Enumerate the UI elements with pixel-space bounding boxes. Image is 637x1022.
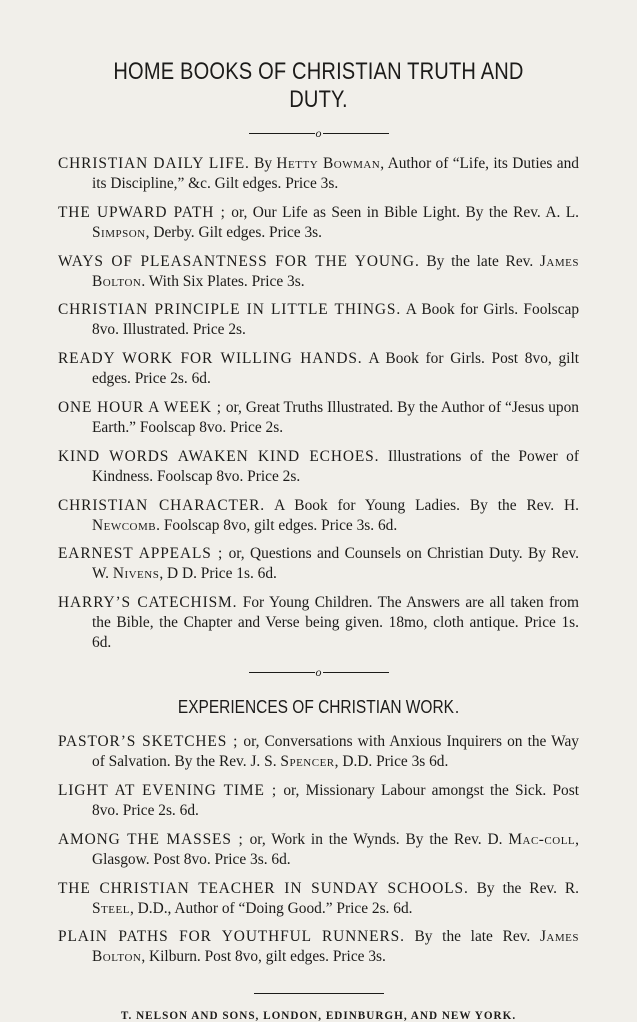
- book-description: For Young Children. The Answers are all taken from the Bible, the Chapter and Verse being given. 18mo, cloth antique. Price 1s. 6d.: [92, 594, 579, 652]
- book-entry: [58, 154, 579, 194]
- book-description: A Book for Girls. Foolscap 8vo. Illustrated. Price 2s.: [92, 301, 580, 339]
- book-title: AMONG THE MASSES ;: [58, 830, 244, 848]
- book-description: By: [254, 155, 273, 172]
- book-author: Hetty Bowman: [276, 155, 381, 172]
- divider-line-right: [323, 672, 389, 673]
- book-entry: [58, 593, 579, 653]
- book-details: , D.D. Price 3s 6d.: [334, 753, 449, 771]
- book-description: or, Our Life as Seen in Bible Light. By the Rev. A. L.: [231, 203, 579, 221]
- book-entry: [58, 447, 579, 487]
- book-description: or, Conversations with Anxious Inquirers on the Way of Salvation. By the Rev. J. S.: [92, 733, 579, 771]
- book-entry: [58, 252, 579, 292]
- book-description: or, Missionary Labour amongst the Sick. Post 8vo. Price 2s. 6d.: [92, 781, 579, 819]
- book-details: , Kilburn. Post 8vo, gilt edges. Price 3s.: [141, 948, 386, 966]
- book-details: , Glasgow. Post 8vo. Price 3s. 6d.: [92, 830, 580, 868]
- book-description: Illustrations of the Power of Kindness. Foolscap 8vo. Price 2s.: [92, 447, 579, 485]
- book-entry: [58, 927, 579, 967]
- book-title: CHRISTIAN DAILY LIFE.: [58, 155, 250, 172]
- divider-line-left: [249, 672, 315, 673]
- book-entry: [58, 732, 579, 772]
- book-title: KIND WORDS AWAKEN KIND ECHOES.: [58, 447, 380, 465]
- book-details: , Derby. Gilt edges. Price 3s.: [145, 223, 323, 241]
- book-author: Simpson: [92, 223, 146, 241]
- divider-line-left: [249, 133, 315, 134]
- book-title: LIGHT AT EVENING TIME ;: [58, 781, 278, 799]
- book-author: Steel: [92, 899, 130, 917]
- book-entry: [58, 349, 579, 389]
- book-entry: [58, 496, 579, 536]
- book-entry: [58, 203, 579, 243]
- divider-line-right: [323, 133, 389, 134]
- book-title: THE CHRISTIAN TEACHER IN SUNDAY SCHOOLS.: [58, 879, 469, 897]
- book-entry: [58, 398, 579, 438]
- page-title: HOME BOOKS OF CHRISTIAN TRUTH AND DUTY.: [113, 58, 524, 113]
- book-details: , D.D., Author of “Doing Good.” Price 2s. 6d.: [129, 899, 413, 917]
- book-description: or, Work in the Wynds. By the Rev. D.: [249, 830, 503, 848]
- section-heading-stop: .: [454, 697, 460, 718]
- ornamental-divider: [58, 665, 579, 680]
- book-description: or, Questions and Counsels on Christian Duty. By Rev. W.: [92, 545, 579, 583]
- book-title: THE UPWARD PATH ;: [58, 203, 226, 221]
- book-title: WAYS OF PLEASANTNESS FOR THE YOUNG.: [58, 252, 420, 270]
- ornamental-divider: [58, 128, 579, 138]
- book-author: James Bolton: [92, 928, 579, 966]
- section-heading-text: EXPERIENCES OF CHRISTIAN WORK: [177, 697, 454, 718]
- book-title: PLAIN PATHS FOR YOUTHFUL RUNNERS.: [58, 928, 405, 946]
- book-entry: [58, 830, 579, 870]
- book-title: EARNEST APPEALS ;: [58, 545, 224, 563]
- book-author: Spencer: [280, 753, 335, 771]
- book-details: . With Six Plates. Price 3s.: [141, 272, 305, 290]
- book-description: A Book for Girls. Post 8vo, gilt edges. Price 2s. 6d.: [92, 350, 579, 388]
- divider-mark: o: [315, 665, 322, 680]
- footer-rule: [254, 993, 384, 994]
- book-description: By the late Rev.: [414, 928, 531, 946]
- book-title: ONE HOUR A WEEK ;: [58, 398, 222, 416]
- book-entry: [58, 544, 579, 584]
- book-author: Newcomb: [92, 516, 157, 534]
- christian-work-list: [58, 732, 579, 967]
- book-entry: [58, 300, 579, 340]
- book-entry: [58, 879, 579, 919]
- divider-mark: o: [315, 126, 322, 140]
- book-title: PASTOR’S SKETCHES ;: [58, 733, 239, 751]
- book-details: , Author of “Life, its Duties and its Discipline,” &c. Gilt edges. Price 3s.: [92, 155, 579, 192]
- book-title: CHRISTIAN PRINCIPLE IN LITTLE THINGS.: [58, 301, 402, 319]
- book-title: HARRY’S CATECHISM.: [58, 594, 238, 612]
- book-author: Mac-coll: [508, 830, 576, 848]
- book-title: READY WORK FOR WILLING HANDS.: [58, 350, 363, 368]
- publisher-imprint: T. NELSON AND SONS, LONDON, EDINBURGH, AND NEW YORK.: [120, 1010, 517, 1022]
- book-description: or, Great Truths Illustrated. By the Author of “Jesus upon Earth.” Foolscap 8vo. Price 2s.: [92, 398, 579, 436]
- book-description: A Book for Young Ladies. By the Rev. H.: [274, 496, 579, 514]
- book-description: By the Rev. R.: [476, 879, 579, 897]
- book-details: , D D. Price 1s. 6d.: [159, 565, 277, 583]
- book-details: . Foolscap 8vo, gilt edges. Price 3s. 6d.: [156, 516, 398, 534]
- home-books-list: [58, 154, 579, 653]
- book-entry: [58, 781, 579, 821]
- book-title: CHRISTIAN CHARACTER.: [58, 496, 266, 514]
- book-description: By the late Rev.: [426, 252, 534, 270]
- book-author: James Bolton: [92, 252, 579, 290]
- section-heading: [94, 697, 542, 718]
- book-author: Nivens: [112, 565, 160, 583]
